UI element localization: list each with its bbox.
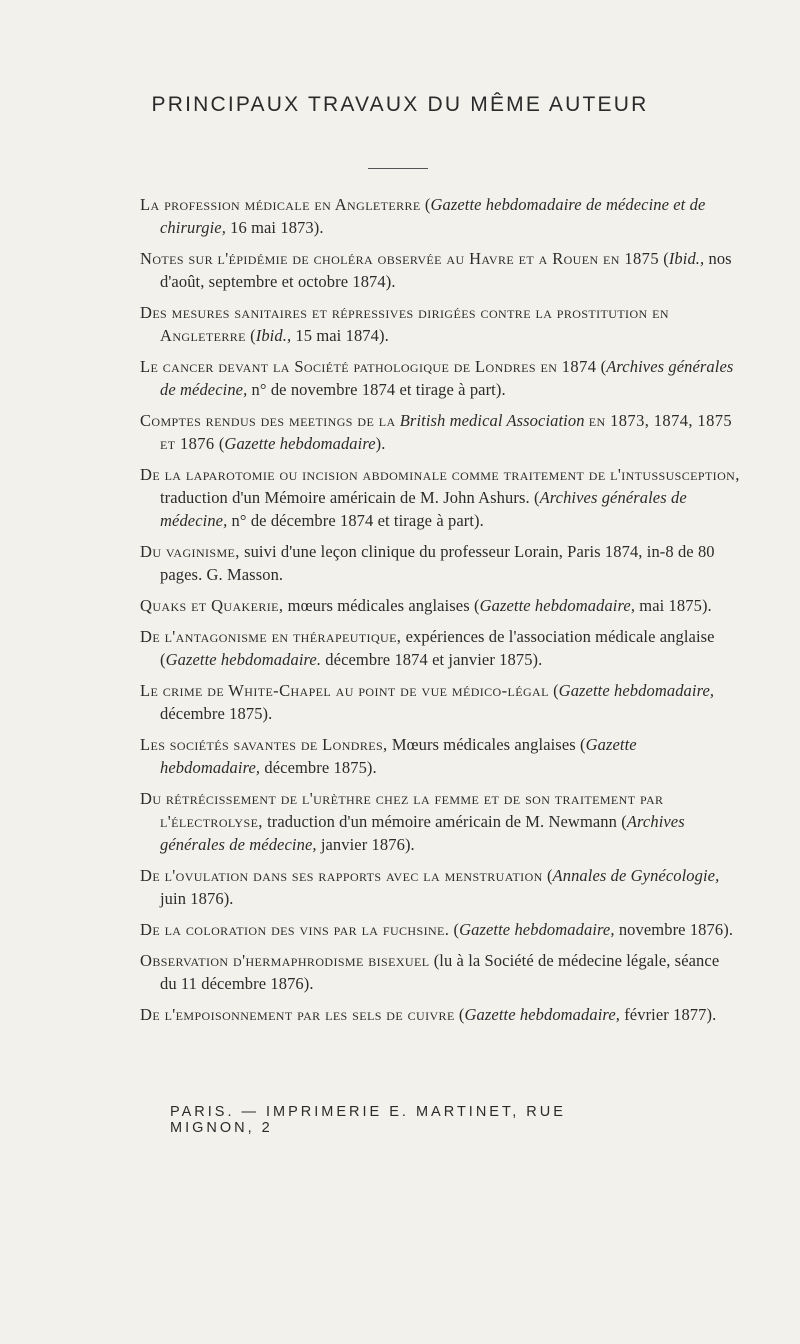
entry-text: Mœurs médicales anglaises: [391, 735, 576, 754]
entry-source: Gazette hebdomadaire de médecine et de chirurgie,: [160, 195, 706, 237]
list-item: La profession médicale en Angleterre (Gazette hebdomadaire de médecine et de chirurgie, 16 mai 1873).: [140, 195, 706, 237]
entry-details: n° de novembre 1874 et tirage à part).: [247, 380, 506, 399]
entry-details: juin 1876).: [160, 889, 234, 908]
entry-source: Gazette hebdomadaire,: [479, 596, 636, 615]
entry-title: De la laparotomie ou incision abdominale comme traitement de l'intussusception,: [140, 465, 740, 484]
list-item: De l'empoisonnement par les sels de cuivre (Gazette hebdomadaire, février 1877).: [140, 1005, 717, 1024]
entry-title: Des mesures sanitaires et répressives dirigées contre la prostitution en Angleterre: [140, 303, 669, 345]
entry-details: janvier 1876).: [316, 835, 415, 854]
list-item: De l'antagonisme en thérapeutique, expériences de l'association médicale anglaise (Gazette hebdomadaire. décembre 1874 et janvier 1875).: [140, 627, 715, 669]
entry-title: Notes sur l'épidémie de choléra observée au Havre et a Rouen en 1875: [140, 249, 659, 268]
entry-title-rest: en 1873, 1874, 1875 et 1876: [160, 411, 733, 453]
entry-title: Observation d'hermaphrodisme bisexuel: [140, 951, 430, 970]
entry-source: Ibid.,: [668, 249, 705, 268]
entry-source: Gazette hebdomadaire,: [459, 920, 615, 939]
list-item: Les sociétés savantes de Londres, Mœurs médicales anglaises (Gazette hebdomadaire, décembre 1875).: [140, 735, 637, 777]
entry-details: 15 mai 1874).: [291, 326, 389, 345]
entry-source: Archives générales de médecine,: [160, 812, 685, 854]
entry-details: décembre 1875).: [160, 704, 273, 723]
entry-source: Archives générales de médecine,: [160, 357, 734, 399]
entry-title: De la coloration des vins par la fuchsine.: [140, 920, 450, 939]
entry-details: mai 1875).: [635, 596, 712, 615]
list-item: Du rétrécissement de l'urèthre chez la femme et de son traitement par l'électrolyse, traduction d'un mémoire américain de M. Newmann (Archives générales de médecine, janvier 1876).: [140, 789, 685, 854]
entry-details: décembre 1874 et janvier 1875).: [321, 650, 543, 669]
entry-source: Ibid.,: [255, 326, 292, 345]
entry-title: Du rétrécissement de l'urèthre chez la femme et de son traitement par l'électrolyse,: [140, 789, 664, 831]
entry-title: Le crime de White-Chapel au point de vue médico-légal: [140, 681, 549, 700]
list-item: [140, 949, 740, 995]
entry-text: mœurs médicales anglaises: [287, 596, 470, 615]
entry-text: (lu à la Société de médecine légale, séance du 11 décembre 1876).: [160, 951, 720, 993]
list-item: Le cancer devant la Société pathologique de Londres en 1874 (Archives générales de médecine, n° de novembre 1874 et tirage à part).: [140, 357, 734, 399]
entry-source: Gazette hebdomadaire.: [165, 650, 322, 669]
list-item: Comptes rendus des meetings de la British medical Association en 1873, 1874, 1875 et 1876 (Gazette hebdomadaire).: [140, 411, 733, 453]
entry-title-italic: British medical Association: [399, 411, 585, 430]
entry-title: Quaks et Quakerie,: [140, 596, 284, 615]
entry-text: expériences de l'association médicale anglaise: [405, 627, 715, 646]
entry-text: traduction d'un Mémoire américain de M. John Ashurs.: [160, 488, 530, 507]
list-item: [140, 540, 740, 586]
entry-source: Archives générales de médecine,: [160, 488, 687, 530]
entry-details: décembre 1875).: [260, 758, 377, 777]
entry-title: La profession médicale en Angleterre: [140, 195, 421, 214]
entry-source: Gazette hebdomadaire,: [558, 681, 715, 700]
entry-details: ).: [375, 434, 386, 453]
list-item: Quaks et Quakerie, mœurs médicales anglaises (Gazette hebdomadaire, mai 1875).: [140, 596, 712, 615]
entry-text: traduction d'un mémoire américain de M. Newmann: [267, 812, 617, 831]
entry-title: Les sociétés savantes de Londres,: [140, 735, 388, 754]
entry-title: De l'ovulation dans ses rapports avec la menstruation: [140, 866, 543, 885]
entry-details: nos d'août, septembre et octobre 1874).: [160, 249, 732, 291]
entry-details: n° de décembre 1874 et tirage à part).: [227, 511, 484, 530]
page-title: PRINCIPAUX TRAVAUX DU MÊME AUTEUR: [151, 93, 649, 116]
entry-details: 16 mai 1873).: [225, 218, 324, 237]
entry-source: Annales de Gynécologie,: [552, 866, 720, 885]
list-item: Notes sur l'épidémie de choléra observée au Havre et a Rouen en 1875 (Ibid., nos d'août, septembre et octobre 1874).: [140, 249, 732, 291]
list-item: Des mesures sanitaires et répressives dirigées contre la prostitution en Angleterre (Ibid., 15 mai 1874).: [140, 303, 669, 345]
entry-title: De l'empoisonnement par les sels de cuivre: [140, 1005, 455, 1024]
entry-title: De l'antagonisme en thérapeutique,: [140, 627, 402, 646]
list-item: De la coloration des vins par la fuchsine. (Gazette hebdomadaire, novembre 1876).: [140, 920, 734, 939]
entry-source: Gazette hebdomadaire: [224, 434, 376, 453]
entry-title: Comptes rendus des meetings de la: [140, 411, 396, 430]
entry-title: Du vaginisme,: [140, 542, 240, 561]
title-divider: [368, 168, 428, 169]
list-item: Le crime de White-Chapel au point de vue médico-légal (Gazette hebdomadaire, décembre 1875).: [140, 681, 715, 723]
entry-details: novembre 1876).: [614, 920, 734, 939]
entry-details: février 1877).: [619, 1005, 717, 1024]
entry-text: suivi d'une leçon clinique du professeur Lorain, Paris 1874, in-8 de 80 pages. G. Masson.: [160, 542, 715, 584]
entry-source: Gazette hebdomadaire,: [160, 735, 637, 777]
entry-title: Le cancer devant la Société pathologique de Londres en 1874: [140, 357, 597, 376]
publication-list: [140, 193, 740, 1034]
entry-source: Gazette hebdomadaire,: [464, 1005, 620, 1024]
list-item: De la laparotomie ou incision abdominale comme traitement de l'intussusception, traduction d'un Mémoire américain de M. John Ashurs. (Archives générales de médecine, n° de décembre 1874 et tirage à part).: [140, 465, 740, 530]
list-item: De l'ovulation dans ses rapports avec la menstruation (Annales de Gynécologie, juin 1876).: [140, 866, 720, 908]
printer-imprint: PARIS. — IMPRIMERIE E. MARTINET, RUE MIGNON, 2: [170, 1104, 566, 1136]
